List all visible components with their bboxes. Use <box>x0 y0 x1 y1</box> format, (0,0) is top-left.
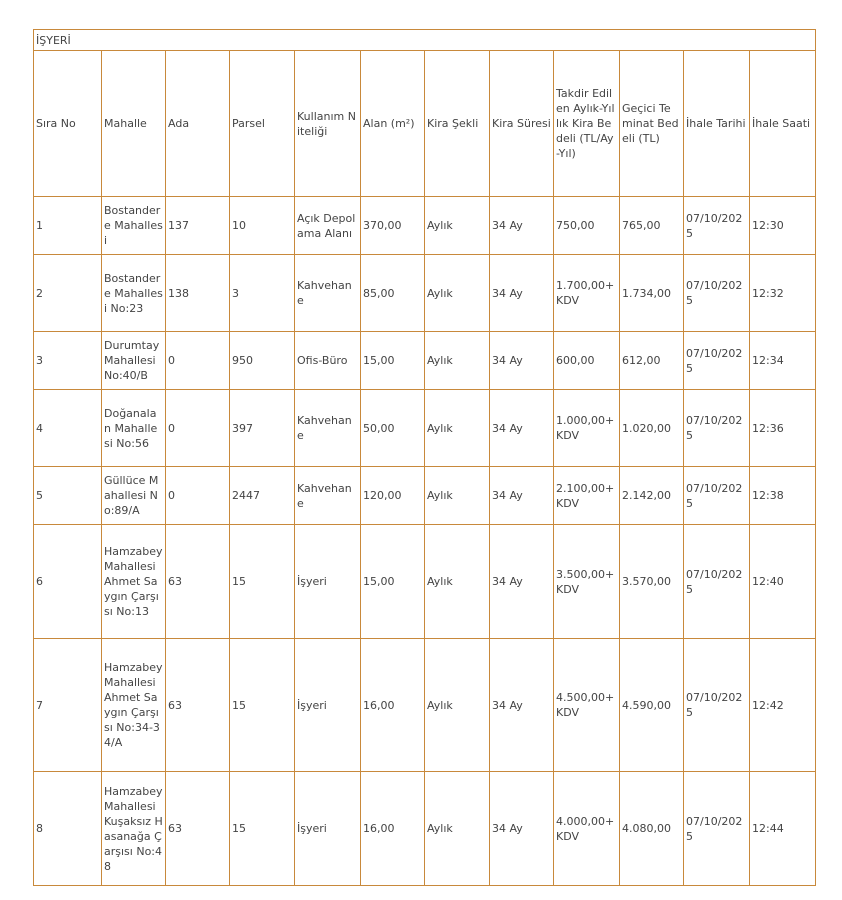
table-cell: 34 Ay <box>490 772 554 886</box>
table-cell: 34 Ay <box>490 197 554 255</box>
table-row <box>34 772 816 886</box>
table-cell: 1.734,00 <box>620 255 684 332</box>
table-cell: 1.700,00+ KDV <box>554 255 620 332</box>
table-cell: 12:42 <box>750 639 816 772</box>
table-cell: Durumtay Mahallesi No:40/B <box>102 332 166 390</box>
table-cell: Doğanalan Mahallesi No:56 <box>102 390 166 467</box>
table-cell: Aylık <box>425 525 490 639</box>
table-cell: 12:30 <box>750 197 816 255</box>
table-cell: İşyeri <box>295 639 361 772</box>
table-cell: 07/10/2025 <box>684 197 750 255</box>
table-cell: Aylık <box>425 197 490 255</box>
table-cell: 950 <box>230 332 295 390</box>
table-cell: 3.500,00+ KDV <box>554 525 620 639</box>
table-cell: 15,00 <box>361 525 425 639</box>
table-cell: 16,00 <box>361 639 425 772</box>
table-cell: 10 <box>230 197 295 255</box>
table-cell: 07/10/2025 <box>684 255 750 332</box>
table-cell: İşyeri <box>295 525 361 639</box>
table-cell: 63 <box>166 525 230 639</box>
header-cell: İhale Tarihi <box>684 51 750 197</box>
table-cell: 4.500,00+ KDV <box>554 639 620 772</box>
table-cell: 07/10/2025 <box>684 390 750 467</box>
table-cell: 07/10/2025 <box>684 639 750 772</box>
table-cell: 2.100,00+ KDV <box>554 467 620 525</box>
table-cell: 4.590,00 <box>620 639 684 772</box>
table-cell: 120,00 <box>361 467 425 525</box>
table-cell: 2447 <box>230 467 295 525</box>
header-cell: Alan (m²) <box>361 51 425 197</box>
table-cell: 765,00 <box>620 197 684 255</box>
table-cell: Güllüce Mahallesi No:89/A <box>102 467 166 525</box>
table-cell: Ofis-Büro <box>295 332 361 390</box>
table-cell: 63 <box>166 639 230 772</box>
table-cell: 2 <box>34 255 102 332</box>
table-cell: 12:36 <box>750 390 816 467</box>
header-cell: Kira Süresi <box>490 51 554 197</box>
table-row <box>34 525 816 639</box>
table-row <box>34 467 816 525</box>
table-cell: 397 <box>230 390 295 467</box>
table-cell: Bostandere Mahallesi No:23 <box>102 255 166 332</box>
table-title: İŞYERİ <box>34 30 816 51</box>
table-cell: 370,00 <box>361 197 425 255</box>
table-cell: 0 <box>166 332 230 390</box>
table-cell: 07/10/2025 <box>684 332 750 390</box>
table-cell: Kahvehane <box>295 255 361 332</box>
table-cell: İşyeri <box>295 772 361 886</box>
table-cell: 15 <box>230 525 295 639</box>
table-cell: 1.020,00 <box>620 390 684 467</box>
table-cell: 7 <box>34 639 102 772</box>
table-cell: 34 Ay <box>490 525 554 639</box>
isyeri-table <box>33 29 816 886</box>
table-cell: Hamzabey Mahallesi Kuşaksız Hasanağa Çarşısı No:48 <box>102 772 166 886</box>
table-cell: 15 <box>230 772 295 886</box>
header-cell: Geçici Teminat Bedeli (TL) <box>620 51 684 197</box>
table-cell: Aylık <box>425 332 490 390</box>
table-cell: Bostandere Mahallesi <box>102 197 166 255</box>
table-cell: 12:34 <box>750 332 816 390</box>
table-cell: Aylık <box>425 390 490 467</box>
table-cell: 4 <box>34 390 102 467</box>
header-cell: Takdir Edilen Aylık-Yıllık Kira Bedeli (TL/Ay-Yıl) <box>554 51 620 197</box>
table-cell: 612,00 <box>620 332 684 390</box>
table-cell: 600,00 <box>554 332 620 390</box>
table-cell: 4.080,00 <box>620 772 684 886</box>
table-cell: 0 <box>166 467 230 525</box>
table-cell: 15,00 <box>361 332 425 390</box>
header-row <box>34 51 816 197</box>
table-cell: 34 Ay <box>490 332 554 390</box>
table-cell: 1 <box>34 197 102 255</box>
header-cell: Ada <box>166 51 230 197</box>
table-cell: 07/10/2025 <box>684 772 750 886</box>
table-row <box>34 390 816 467</box>
table-cell: 07/10/2025 <box>684 467 750 525</box>
table-cell: 16,00 <box>361 772 425 886</box>
table-cell: 3 <box>230 255 295 332</box>
header-cell: Kullanım Niteliği <box>295 51 361 197</box>
table-cell: 15 <box>230 639 295 772</box>
table-cell: 07/10/2025 <box>684 525 750 639</box>
table-cell: Hamzabey Mahallesi Ahmet Saygın Çarşısı No:34-34/A <box>102 639 166 772</box>
table-cell: 137 <box>166 197 230 255</box>
table-cell: Aylık <box>425 772 490 886</box>
table-cell: Açık Depolama Alanı <box>295 197 361 255</box>
table-row <box>34 255 816 332</box>
table-cell: 0 <box>166 390 230 467</box>
table-cell: 34 Ay <box>490 639 554 772</box>
table-cell: 2.142,00 <box>620 467 684 525</box>
table-row <box>34 332 816 390</box>
table-cell: Hamzabey Mahallesi Ahmet Saygın Çarşısı No:13 <box>102 525 166 639</box>
header-cell: Mahalle <box>102 51 166 197</box>
table-cell: 1.000,00+ KDV <box>554 390 620 467</box>
table-wrapper <box>33 29 816 886</box>
table-row <box>34 639 816 772</box>
table-cell: 12:32 <box>750 255 816 332</box>
table-cell: 3.570,00 <box>620 525 684 639</box>
table-cell: Aylık <box>425 467 490 525</box>
header-cell: Parsel <box>230 51 295 197</box>
table-cell: 63 <box>166 772 230 886</box>
table-cell: 12:38 <box>750 467 816 525</box>
header-cell: Kira Şekli <box>425 51 490 197</box>
table-cell: 85,00 <box>361 255 425 332</box>
header-cell: İhale Saati <box>750 51 816 197</box>
table-cell: Kahvehane <box>295 467 361 525</box>
table-cell: 5 <box>34 467 102 525</box>
table-cell: 138 <box>166 255 230 332</box>
header-cell: Sıra No <box>34 51 102 197</box>
table-cell: 50,00 <box>361 390 425 467</box>
table-cell: 34 Ay <box>490 255 554 332</box>
table-cell: Aylık <box>425 639 490 772</box>
table-cell: 12:44 <box>750 772 816 886</box>
table-cell: Aylık <box>425 255 490 332</box>
table-cell: 34 Ay <box>490 467 554 525</box>
table-cell: 12:40 <box>750 525 816 639</box>
table-cell: 750,00 <box>554 197 620 255</box>
table-cell: Kahvehane <box>295 390 361 467</box>
table-cell: 6 <box>34 525 102 639</box>
table-cell: 4.000,00+ KDV <box>554 772 620 886</box>
table-row <box>34 197 816 255</box>
table-cell: 34 Ay <box>490 390 554 467</box>
table-cell: 8 <box>34 772 102 886</box>
table-cell: 3 <box>34 332 102 390</box>
